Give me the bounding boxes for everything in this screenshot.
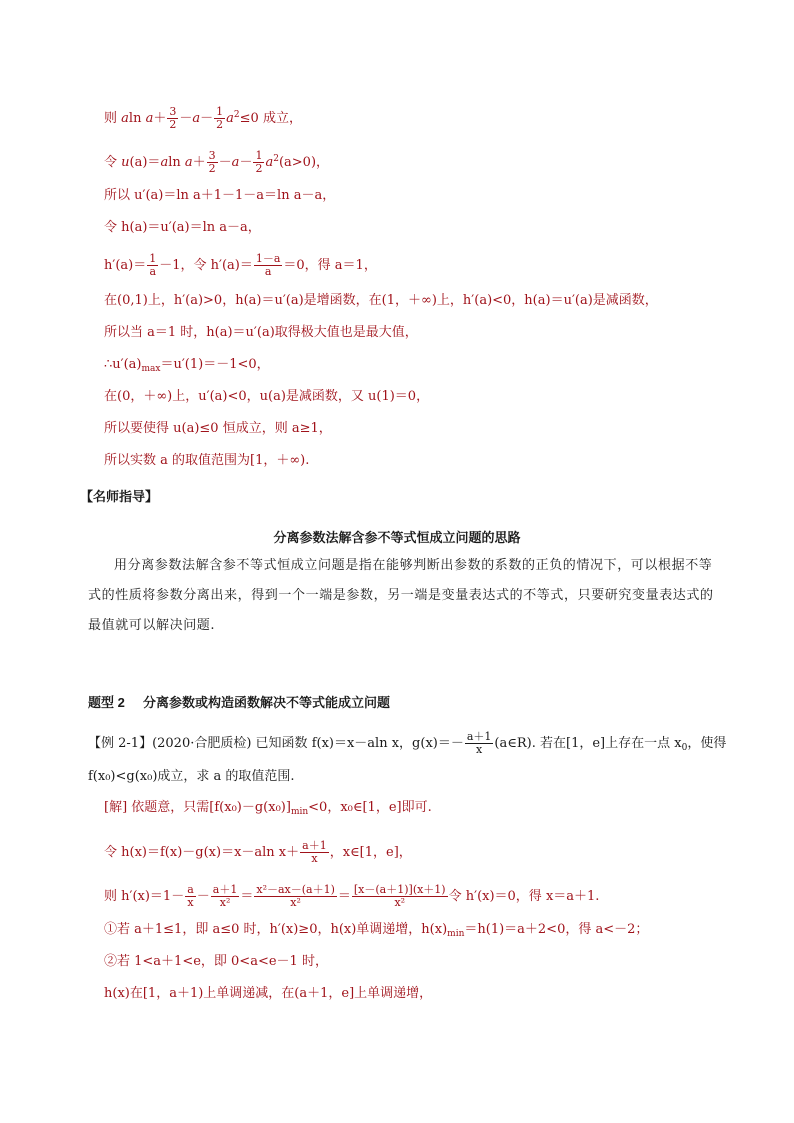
fraction: $\frac{[x-(a+1)](x+1)}{\text{x²}}$ (353, 883, 446, 909)
solution-line-8: $\therefore u'(a)_{max}=u'(1)=-1<0$， (104, 357, 270, 374)
solution-line-5: h′(a)＝ $\frac{1}{a}$ －1，令 h′(a)＝ $\frac{1-a}{a}$ ＝0，得 a＝1， (104, 252, 377, 278)
fraction: $\frac{1}{2}$ (216, 105, 224, 131)
teacher-guide-label: 【名师指导】 (80, 489, 159, 504)
type2-label: 题型 2 (88, 695, 125, 710)
solution-line-10: 所以要使得 u(a)≤0 恒成立，则 a≥1， (104, 421, 332, 436)
teacher-guide-body: 用分离参数法解含参不等式恒成立问题是指在能够判断出参数的系数的正负的情况下，可以根据不等式的性质将参数分离出来，得到一个一端是参数，另一端是变量表达式的不等式，只要研究变量表达式的最值就可以解决问题. (88, 558, 714, 633)
example-line-2: f(x₀)<g(x₀)成立，求 a 的取值范围. (88, 769, 295, 784)
example-line-1: 【例 2-1】(2020·合肥质检) 已知函数 f(x)＝x－aln x，g(x)＝－ $\frac{a+1}{x}$ (a∈R). 若在[1，e]上存在一点 $x_0$，使得 (88, 730, 727, 756)
solution-line-3: 所以 u′(a)＝ln a＋1－1－a＝ln a－a， (104, 188, 336, 203)
solution-line-4: 令 h(a)＝u′(a)＝ln a－a， (104, 220, 261, 235)
fraction: $\frac{\text{x²－ax－(a＋1)}}{\text{x²}}$ (256, 883, 335, 909)
fraction: $\frac{a+1}{x}$ (466, 730, 492, 756)
solution2-line-2: 令 h(x)＝f(x)－g(x)＝x－aln x＋ $\frac{a+1}{x}$ ，x∈[1，e]， (104, 839, 412, 865)
solution-line-6: 在(0,1)上，h′(a)>0，h(a)＝u′(a)是增函数，在(1，＋∞)上，h′(a)<0，h(a)＝u′(a)是减函数， (104, 293, 658, 308)
solution-line-2: 令 u(a)＝aln a＋ $\frac{3}{2}$ －a－ $\frac{1}{2}$ $a^2(a>0)$， (104, 149, 330, 175)
fraction: $\frac{a}{x}$ (187, 883, 194, 909)
solution-line-1: 则 aln a＋ $\frac{3}{2}$ －a－ $\frac{1}{2}$ $a^2\le 0$ 成立， (104, 105, 302, 131)
solution2-line-5: ②若 1<a＋1<e，即 0<a<e－1 时， (104, 954, 328, 969)
solution-line-7: 所以当 a＝1 时，h(a)＝u′(a)取得极大值也是最大值， (104, 325, 418, 340)
solution-line-11: 所以实数 a 的取值范围为[1，＋∞). (104, 453, 310, 468)
fraction: $\frac{1-a}{a}$ (255, 252, 281, 278)
fraction: $\frac{a+1}{x}$ (302, 839, 327, 865)
fraction: $\frac{1}{2}$ (255, 149, 263, 175)
teacher-guide-title: 分离参数法解含参不等式恒成立问题的思路 (273, 531, 521, 546)
fraction: $\frac{a+1}{\text{x²}}$ (212, 883, 238, 909)
solution2-line-1: [解] 依题意，只需$[f(x_0)-g(x_0)]_{min}<0$，x₀∈[1，e]即可. (104, 800, 432, 817)
fraction: $\frac{3}{2}$ (208, 149, 216, 175)
solution2-line-4: ①若 a＋1≤1，即 a≤0 时，h′(x)≥0，h(x)单调递增，$h(x)_{min}=h(1)=a+2<0$，得 a<－2； (104, 922, 649, 939)
type2-title: 分离参数或构造函数解决不等式能成立问题 (143, 695, 391, 710)
fraction: $\frac{3}{2}$ (169, 105, 177, 131)
solution2-line-6: h(x)在[1，a＋1)上单调递减，在(a＋1，e]上单调递增， (104, 986, 433, 1001)
solution2-line-3: 则 h′(x)＝1－ $\frac{a}{x}$ － $\frac{a+1}{\text{x²}}$ ＝ $\frac{\text{x²－ax－(a＋1)}}{\text{x²}}$ ＝ $\frac{[x-(a+1)](x+1)}{\text{x²}}$ 令 h′(x)＝0，得 x＝a＋1. (104, 883, 600, 909)
solution-line-9: 在(0，＋∞)上，u′(a)<0，u(a)是减函数，又 u(1)＝0， (104, 389, 430, 404)
fraction: $\frac{1}{a}$ (149, 252, 157, 278)
